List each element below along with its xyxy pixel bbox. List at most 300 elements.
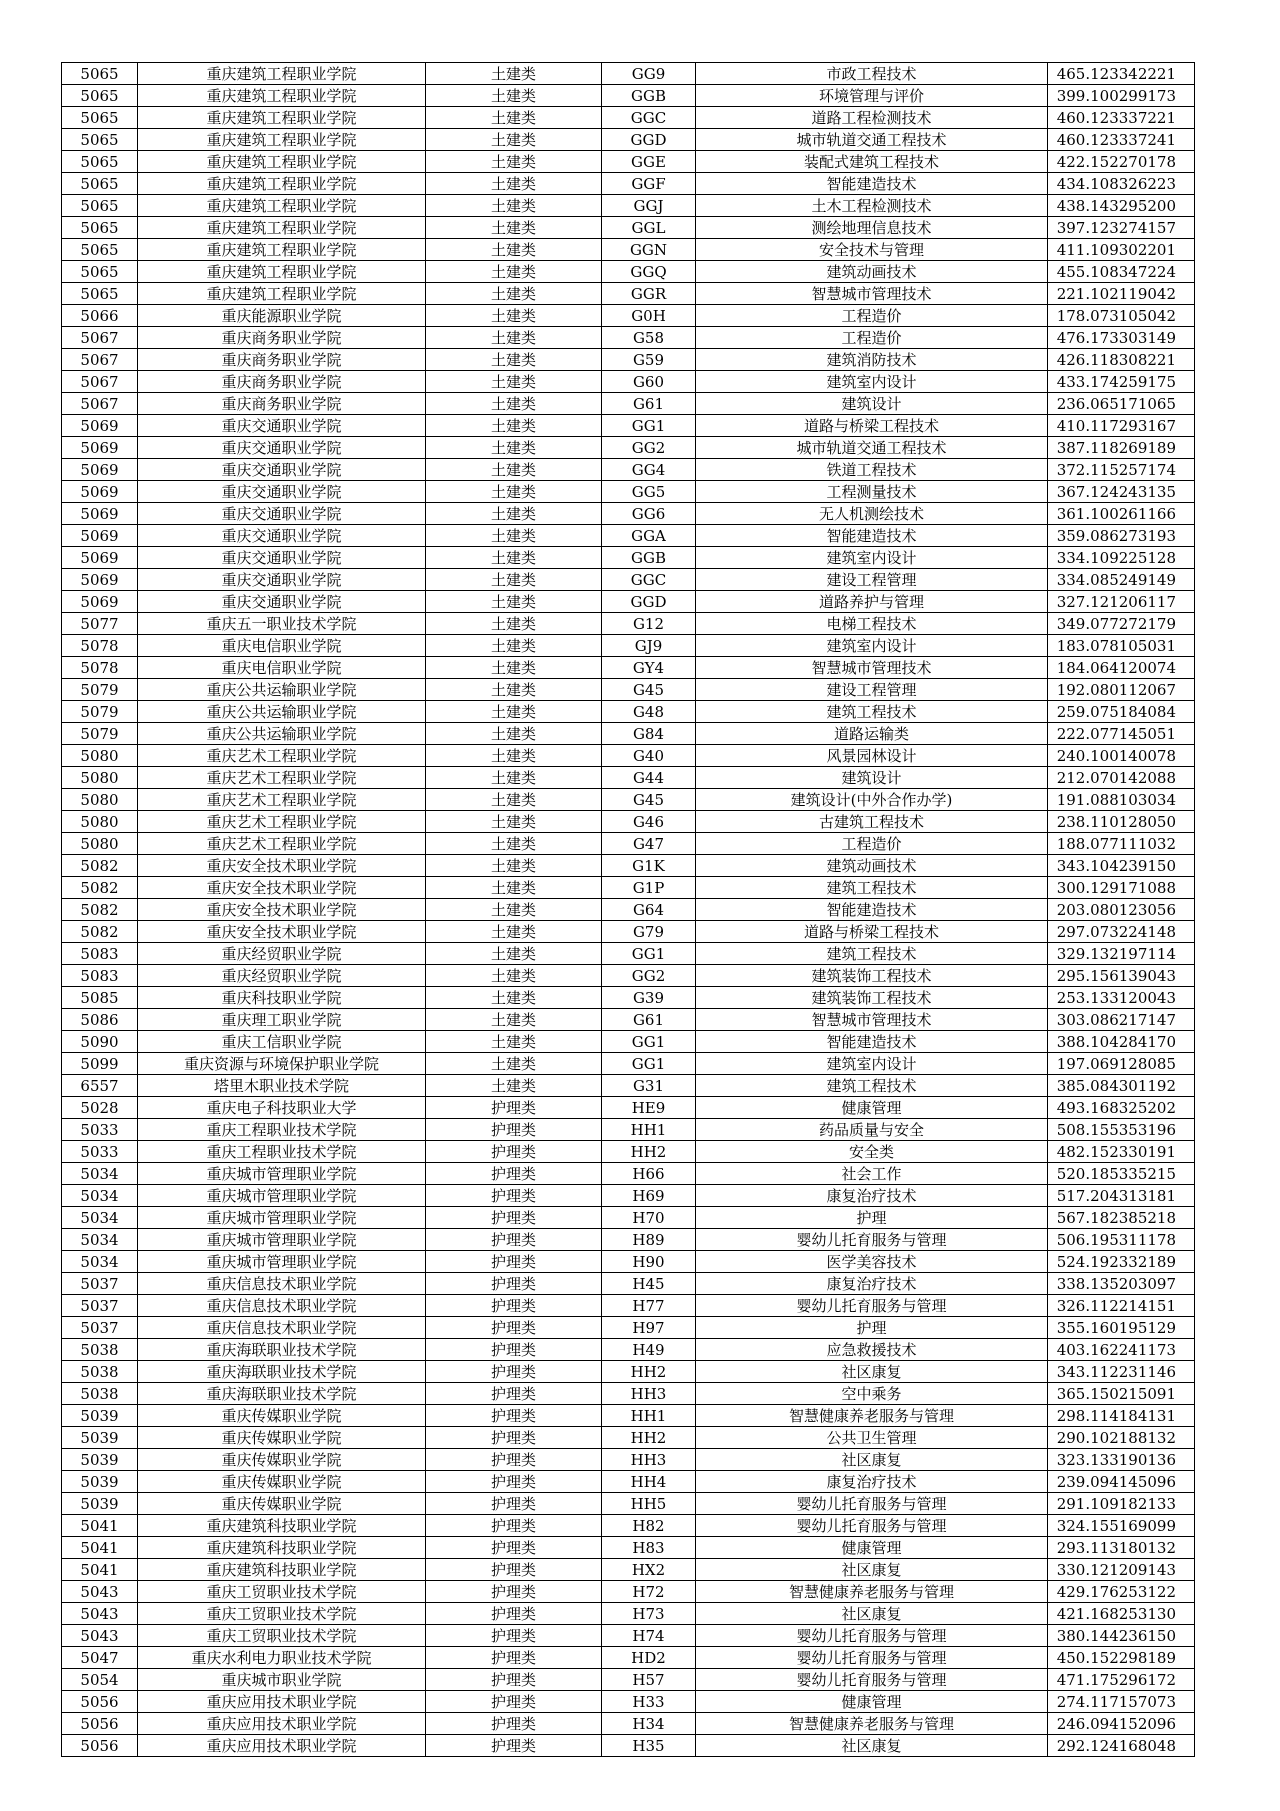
- table-row: [62, 371, 1195, 393]
- score-cell: 259.075184084: [1048, 701, 1195, 723]
- school-code-cell: 5083: [62, 943, 138, 965]
- score-cell: 239.094145096: [1048, 1471, 1195, 1493]
- score-cell: 482.152330191: [1048, 1141, 1195, 1163]
- table-row: [62, 503, 1195, 525]
- major-code-cell: G45: [602, 789, 696, 811]
- score-cell: 188.077111032: [1048, 833, 1195, 855]
- major-code-cell: G44: [602, 767, 696, 789]
- table-row: [62, 613, 1195, 635]
- school-code-cell: 5085: [62, 987, 138, 1009]
- school-code-cell: 5033: [62, 1119, 138, 1141]
- table-row: [62, 547, 1195, 569]
- school-name-cell: 重庆城市管理职业学院: [138, 1251, 426, 1273]
- school-name-cell: 重庆水利电力职业技术学院: [138, 1647, 426, 1669]
- major-code-cell: GG9: [602, 63, 696, 85]
- category-cell: 护理类: [426, 1515, 602, 1537]
- school-code-cell: 5039: [62, 1405, 138, 1427]
- score-cell: 303.086217147: [1048, 1009, 1195, 1031]
- school-name-cell: 重庆建筑科技职业学院: [138, 1537, 426, 1559]
- table-row: [62, 1229, 1195, 1251]
- category-cell: 护理类: [426, 1449, 602, 1471]
- major-code-cell: H57: [602, 1669, 696, 1691]
- school-code-cell: 5069: [62, 437, 138, 459]
- major-code-cell: H82: [602, 1515, 696, 1537]
- table-row: [62, 1251, 1195, 1273]
- major-code-cell: H73: [602, 1603, 696, 1625]
- school-code-cell: 5039: [62, 1449, 138, 1471]
- category-cell: 土建类: [426, 899, 602, 921]
- table-row: [62, 1075, 1195, 1097]
- major-name-cell: 智慧健康养老服务与管理: [696, 1405, 1048, 1427]
- major-code-cell: HH5: [602, 1493, 696, 1515]
- major-name-cell: 城市轨道交通工程技术: [696, 437, 1048, 459]
- school-name-cell: 重庆建筑工程职业学院: [138, 283, 426, 305]
- category-cell: 土建类: [426, 987, 602, 1009]
- major-code-cell: G58: [602, 327, 696, 349]
- school-name-cell: 重庆交通职业学院: [138, 459, 426, 481]
- score-cell: 426.118308221: [1048, 349, 1195, 371]
- school-name-cell: 重庆建筑工程职业学院: [138, 173, 426, 195]
- major-code-cell: G59: [602, 349, 696, 371]
- school-name-cell: 重庆资源与环境保护职业学院: [138, 1053, 426, 1075]
- major-name-cell: 道路与桥梁工程技术: [696, 921, 1048, 943]
- school-code-cell: 5039: [62, 1493, 138, 1515]
- table-row: [62, 657, 1195, 679]
- school-name-cell: 重庆公共运输职业学院: [138, 701, 426, 723]
- table-row: [62, 1449, 1195, 1471]
- major-name-cell: 康复治疗技术: [696, 1471, 1048, 1493]
- category-cell: 护理类: [426, 1471, 602, 1493]
- major-name-cell: 护理: [696, 1317, 1048, 1339]
- school-name-cell: 重庆海联职业技术学院: [138, 1361, 426, 1383]
- major-name-cell: 智慧城市管理技术: [696, 1009, 1048, 1031]
- table-row: [62, 217, 1195, 239]
- school-code-cell: 5069: [62, 525, 138, 547]
- school-code-cell: 5039: [62, 1427, 138, 1449]
- school-code-cell: 5069: [62, 503, 138, 525]
- category-cell: 土建类: [426, 723, 602, 745]
- school-name-cell: 重庆电子科技职业大学: [138, 1097, 426, 1119]
- table-row: [62, 525, 1195, 547]
- school-name-cell: 重庆能源职业学院: [138, 305, 426, 327]
- category-cell: 土建类: [426, 789, 602, 811]
- school-name-cell: 重庆理工职业学院: [138, 1009, 426, 1031]
- major-code-cell: H70: [602, 1207, 696, 1229]
- major-name-cell: 社区康复: [696, 1735, 1048, 1757]
- table-row: [62, 1119, 1195, 1141]
- score-cell: 397.123274157: [1048, 217, 1195, 239]
- major-name-cell: 建筑工程技术: [696, 943, 1048, 965]
- table-row: [62, 789, 1195, 811]
- school-name-cell: 塔里木职业技术学院: [138, 1075, 426, 1097]
- school-name-cell: 重庆城市管理职业学院: [138, 1163, 426, 1185]
- school-name-cell: 重庆城市管理职业学院: [138, 1229, 426, 1251]
- school-name-cell: 重庆电信职业学院: [138, 635, 426, 657]
- table-row: [62, 591, 1195, 613]
- table-row: [62, 1295, 1195, 1317]
- score-cell: 359.086273193: [1048, 525, 1195, 547]
- category-cell: 护理类: [426, 1493, 602, 1515]
- school-code-cell: 5067: [62, 327, 138, 349]
- table-row: [62, 1471, 1195, 1493]
- school-code-cell: 5043: [62, 1603, 138, 1625]
- school-name-cell: 重庆建筑工程职业学院: [138, 217, 426, 239]
- major-name-cell: 建筑动画技术: [696, 855, 1048, 877]
- score-cell: 508.155353196: [1048, 1119, 1195, 1141]
- school-code-cell: 5067: [62, 371, 138, 393]
- major-code-cell: HE9: [602, 1097, 696, 1119]
- major-name-cell: 工程造价: [696, 305, 1048, 327]
- school-name-cell: 重庆商务职业学院: [138, 371, 426, 393]
- major-name-cell: 安全技术与管理: [696, 239, 1048, 261]
- table-row: [62, 261, 1195, 283]
- score-cell: 178.073105042: [1048, 305, 1195, 327]
- category-cell: 土建类: [426, 327, 602, 349]
- major-name-cell: 婴幼儿托育服务与管理: [696, 1493, 1048, 1515]
- score-cell: 334.085249149: [1048, 569, 1195, 591]
- school-name-cell: 重庆信息技术职业学院: [138, 1295, 426, 1317]
- table-row: [62, 1097, 1195, 1119]
- major-code-cell: H45: [602, 1273, 696, 1295]
- school-code-cell: 5056: [62, 1735, 138, 1757]
- score-cell: 330.121209143: [1048, 1559, 1195, 1581]
- major-code-cell: HH2: [602, 1361, 696, 1383]
- score-cell: 403.162241173: [1048, 1339, 1195, 1361]
- major-code-cell: H83: [602, 1537, 696, 1559]
- school-code-cell: 5034: [62, 1229, 138, 1251]
- major-name-cell: 道路养护与管理: [696, 591, 1048, 613]
- school-code-cell: 5054: [62, 1669, 138, 1691]
- category-cell: 土建类: [426, 305, 602, 327]
- category-cell: 土建类: [426, 503, 602, 525]
- category-cell: 土建类: [426, 217, 602, 239]
- school-name-cell: 重庆交通职业学院: [138, 437, 426, 459]
- major-code-cell: GG1: [602, 1053, 696, 1075]
- category-cell: 护理类: [426, 1339, 602, 1361]
- category-cell: 护理类: [426, 1251, 602, 1273]
- category-cell: 土建类: [426, 393, 602, 415]
- category-cell: 护理类: [426, 1735, 602, 1757]
- major-code-cell: G0H: [602, 305, 696, 327]
- school-name-cell: 重庆商务职业学院: [138, 327, 426, 349]
- category-cell: 土建类: [426, 239, 602, 261]
- major-name-cell: 装配式建筑工程技术: [696, 151, 1048, 173]
- table-row: [62, 239, 1195, 261]
- major-name-cell: 应急救援技术: [696, 1339, 1048, 1361]
- major-code-cell: GGJ: [602, 195, 696, 217]
- table-row: [62, 635, 1195, 657]
- table-row: [62, 107, 1195, 129]
- table-row: [62, 1207, 1195, 1229]
- school-code-cell: 5038: [62, 1339, 138, 1361]
- score-cell: 300.129171088: [1048, 877, 1195, 899]
- category-cell: 土建类: [426, 569, 602, 591]
- school-code-cell: 5037: [62, 1273, 138, 1295]
- school-code-cell: 5028: [62, 1097, 138, 1119]
- table-row: [62, 1185, 1195, 1207]
- table-row: [62, 921, 1195, 943]
- table-row: [62, 1735, 1195, 1757]
- major-name-cell: 建筑动画技术: [696, 261, 1048, 283]
- score-cell: 476.173303149: [1048, 327, 1195, 349]
- table-row: [62, 1625, 1195, 1647]
- major-name-cell: 风景园林设计: [696, 745, 1048, 767]
- school-name-cell: 重庆建筑工程职业学院: [138, 129, 426, 151]
- table-row: [62, 1273, 1195, 1295]
- table-row: [62, 811, 1195, 833]
- score-cell: 221.102119042: [1048, 283, 1195, 305]
- category-cell: 土建类: [426, 261, 602, 283]
- score-cell: 450.152298189: [1048, 1647, 1195, 1669]
- school-code-cell: 5067: [62, 349, 138, 371]
- school-code-cell: 5082: [62, 855, 138, 877]
- school-code-cell: 5069: [62, 459, 138, 481]
- table-row: [62, 1603, 1195, 1625]
- major-code-cell: GG1: [602, 415, 696, 437]
- table-row: [62, 745, 1195, 767]
- score-cell: 222.077145051: [1048, 723, 1195, 745]
- table-row: [62, 987, 1195, 1009]
- school-name-cell: 重庆传媒职业学院: [138, 1449, 426, 1471]
- school-name-cell: 重庆交通职业学院: [138, 415, 426, 437]
- school-code-cell: 5033: [62, 1141, 138, 1163]
- score-cell: 465.123342221: [1048, 63, 1195, 85]
- score-cell: 385.084301192: [1048, 1075, 1195, 1097]
- school-code-cell: 6557: [62, 1075, 138, 1097]
- school-name-cell: 重庆科技职业学院: [138, 987, 426, 1009]
- category-cell: 护理类: [426, 1625, 602, 1647]
- score-cell: 323.133190136: [1048, 1449, 1195, 1471]
- major-code-cell: GGQ: [602, 261, 696, 283]
- major-name-cell: 康复治疗技术: [696, 1273, 1048, 1295]
- score-cell: 460.123337241: [1048, 129, 1195, 151]
- score-cell: 326.112214151: [1048, 1295, 1195, 1317]
- major-name-cell: 建筑设计: [696, 767, 1048, 789]
- major-code-cell: GG5: [602, 481, 696, 503]
- score-cell: 380.144236150: [1048, 1625, 1195, 1647]
- score-cell: 334.109225128: [1048, 547, 1195, 569]
- table-row: [62, 1383, 1195, 1405]
- category-cell: 土建类: [426, 371, 602, 393]
- table-row: [62, 1031, 1195, 1053]
- category-cell: 护理类: [426, 1141, 602, 1163]
- major-code-cell: HH2: [602, 1141, 696, 1163]
- table-row: [62, 1009, 1195, 1031]
- school-name-cell: 重庆建筑工程职业学院: [138, 239, 426, 261]
- school-name-cell: 重庆安全技术职业学院: [138, 899, 426, 921]
- category-cell: 护理类: [426, 1647, 602, 1669]
- score-cell: 433.174259175: [1048, 371, 1195, 393]
- table-row: [62, 1317, 1195, 1339]
- school-name-cell: 重庆海联职业技术学院: [138, 1339, 426, 1361]
- school-name-cell: 重庆建筑工程职业学院: [138, 107, 426, 129]
- score-cell: 429.176253122: [1048, 1581, 1195, 1603]
- major-code-cell: GGR: [602, 283, 696, 305]
- category-cell: 护理类: [426, 1713, 602, 1735]
- major-code-cell: GGN: [602, 239, 696, 261]
- major-name-cell: 建筑装饰工程技术: [696, 965, 1048, 987]
- school-name-cell: 重庆艺术工程职业学院: [138, 811, 426, 833]
- score-cell: 355.160195129: [1048, 1317, 1195, 1339]
- score-cell: 506.195311178: [1048, 1229, 1195, 1251]
- school-name-cell: 重庆艺术工程职业学院: [138, 767, 426, 789]
- score-cell: 361.100261166: [1048, 503, 1195, 525]
- table-row: [62, 1581, 1195, 1603]
- school-code-cell: 5034: [62, 1207, 138, 1229]
- table-row: [62, 1141, 1195, 1163]
- school-code-cell: 5086: [62, 1009, 138, 1031]
- category-cell: 护理类: [426, 1559, 602, 1581]
- score-cell: 367.124243135: [1048, 481, 1195, 503]
- school-code-cell: 5069: [62, 547, 138, 569]
- major-code-cell: GGB: [602, 85, 696, 107]
- major-code-cell: G48: [602, 701, 696, 723]
- category-cell: 护理类: [426, 1097, 602, 1119]
- score-cell: 192.080112067: [1048, 679, 1195, 701]
- school-code-cell: 5079: [62, 701, 138, 723]
- category-cell: 护理类: [426, 1691, 602, 1713]
- table-row: [62, 393, 1195, 415]
- school-code-cell: 5065: [62, 151, 138, 173]
- school-name-cell: 重庆传媒职业学院: [138, 1405, 426, 1427]
- major-name-cell: 铁道工程技术: [696, 459, 1048, 481]
- school-code-cell: 5065: [62, 63, 138, 85]
- score-cell: 399.100299173: [1048, 85, 1195, 107]
- score-cell: 183.078105031: [1048, 635, 1195, 657]
- school-name-cell: 重庆城市管理职业学院: [138, 1207, 426, 1229]
- school-code-cell: 5065: [62, 261, 138, 283]
- major-name-cell: 社区康复: [696, 1361, 1048, 1383]
- major-code-cell: GGB: [602, 547, 696, 569]
- score-cell: 295.156139043: [1048, 965, 1195, 987]
- school-name-cell: 重庆工贸职业技术学院: [138, 1603, 426, 1625]
- category-cell: 护理类: [426, 1427, 602, 1449]
- category-cell: 土建类: [426, 85, 602, 107]
- school-name-cell: 重庆经贸职业学院: [138, 965, 426, 987]
- category-cell: 土建类: [426, 811, 602, 833]
- major-code-cell: GG4: [602, 459, 696, 481]
- school-code-cell: 5080: [62, 833, 138, 855]
- table-row: [62, 1339, 1195, 1361]
- major-name-cell: 建筑室内设计: [696, 1053, 1048, 1075]
- table-row: [62, 349, 1195, 371]
- score-cell: 460.123337221: [1048, 107, 1195, 129]
- major-code-cell: G61: [602, 393, 696, 415]
- major-code-cell: H33: [602, 1691, 696, 1713]
- category-cell: 护理类: [426, 1295, 602, 1317]
- table-row: [62, 833, 1195, 855]
- major-code-cell: G47: [602, 833, 696, 855]
- score-cell: 567.182385218: [1048, 1207, 1195, 1229]
- major-name-cell: 道路与桥梁工程技术: [696, 415, 1048, 437]
- school-name-cell: 重庆城市职业学院: [138, 1669, 426, 1691]
- school-code-cell: 5065: [62, 107, 138, 129]
- school-code-cell: 5065: [62, 173, 138, 195]
- major-name-cell: 康复治疗技术: [696, 1185, 1048, 1207]
- major-code-cell: G39: [602, 987, 696, 1009]
- major-code-cell: G31: [602, 1075, 696, 1097]
- category-cell: 土建类: [426, 349, 602, 371]
- major-name-cell: 药品质量与安全: [696, 1119, 1048, 1141]
- score-cell: 411.109302201: [1048, 239, 1195, 261]
- table-row: [62, 459, 1195, 481]
- school-name-cell: 重庆交通职业学院: [138, 547, 426, 569]
- school-name-cell: 重庆经贸职业学院: [138, 943, 426, 965]
- major-name-cell: 婴幼儿托育服务与管理: [696, 1669, 1048, 1691]
- major-name-cell: 工程造价: [696, 327, 1048, 349]
- major-name-cell: 婴幼儿托育服务与管理: [696, 1647, 1048, 1669]
- score-cell: 365.150215091: [1048, 1383, 1195, 1405]
- table-row: [62, 283, 1195, 305]
- table-row: [62, 1559, 1195, 1581]
- school-code-cell: 5034: [62, 1185, 138, 1207]
- major-name-cell: 古建筑工程技术: [696, 811, 1048, 833]
- school-code-cell: 5038: [62, 1361, 138, 1383]
- table-row: [62, 1053, 1195, 1075]
- category-cell: 土建类: [426, 1053, 602, 1075]
- school-name-cell: 重庆应用技术职业学院: [138, 1735, 426, 1757]
- table-row: [62, 63, 1195, 85]
- table-row: [62, 85, 1195, 107]
- score-cell: 520.185335215: [1048, 1163, 1195, 1185]
- major-code-cell: GG1: [602, 943, 696, 965]
- school-code-cell: 5099: [62, 1053, 138, 1075]
- category-cell: 土建类: [426, 547, 602, 569]
- school-code-cell: 5080: [62, 789, 138, 811]
- category-cell: 土建类: [426, 173, 602, 195]
- score-cell: 387.118269189: [1048, 437, 1195, 459]
- major-code-cell: GGL: [602, 217, 696, 239]
- major-name-cell: 建筑室内设计: [696, 635, 1048, 657]
- major-code-cell: H49: [602, 1339, 696, 1361]
- score-cell: 246.094152096: [1048, 1713, 1195, 1735]
- score-cell: 338.135203097: [1048, 1273, 1195, 1295]
- score-cell: 327.121206117: [1048, 591, 1195, 613]
- school-name-cell: 重庆建筑工程职业学院: [138, 151, 426, 173]
- major-name-cell: 建筑室内设计: [696, 547, 1048, 569]
- school-name-cell: 重庆工信职业学院: [138, 1031, 426, 1053]
- category-cell: 土建类: [426, 833, 602, 855]
- school-name-cell: 重庆电信职业学院: [138, 657, 426, 679]
- major-code-cell: GGA: [602, 525, 696, 547]
- school-code-cell: 5080: [62, 811, 138, 833]
- major-code-cell: H89: [602, 1229, 696, 1251]
- table-row: [62, 305, 1195, 327]
- score-cell: 292.124168048: [1048, 1735, 1195, 1757]
- major-name-cell: 工程造价: [696, 833, 1048, 855]
- major-code-cell: G1P: [602, 877, 696, 899]
- category-cell: 土建类: [426, 107, 602, 129]
- major-name-cell: 测绘地理信息技术: [696, 217, 1048, 239]
- school-name-cell: 重庆建筑工程职业学院: [138, 195, 426, 217]
- table-row: [62, 701, 1195, 723]
- school-code-cell: 5038: [62, 1383, 138, 1405]
- school-name-cell: 重庆建筑工程职业学院: [138, 85, 426, 107]
- school-code-cell: 5041: [62, 1515, 138, 1537]
- score-cell: 343.112231146: [1048, 1361, 1195, 1383]
- school-code-cell: 5080: [62, 745, 138, 767]
- major-name-cell: 健康管理: [696, 1537, 1048, 1559]
- school-code-cell: 5069: [62, 481, 138, 503]
- school-name-cell: 重庆安全技术职业学院: [138, 877, 426, 899]
- table-row: [62, 1163, 1195, 1185]
- school-name-cell: 重庆交通职业学院: [138, 569, 426, 591]
- school-code-cell: 5056: [62, 1691, 138, 1713]
- major-name-cell: 建筑装饰工程技术: [696, 987, 1048, 1009]
- major-code-cell: GGD: [602, 591, 696, 613]
- major-name-cell: 智慧城市管理技术: [696, 283, 1048, 305]
- table-row: [62, 151, 1195, 173]
